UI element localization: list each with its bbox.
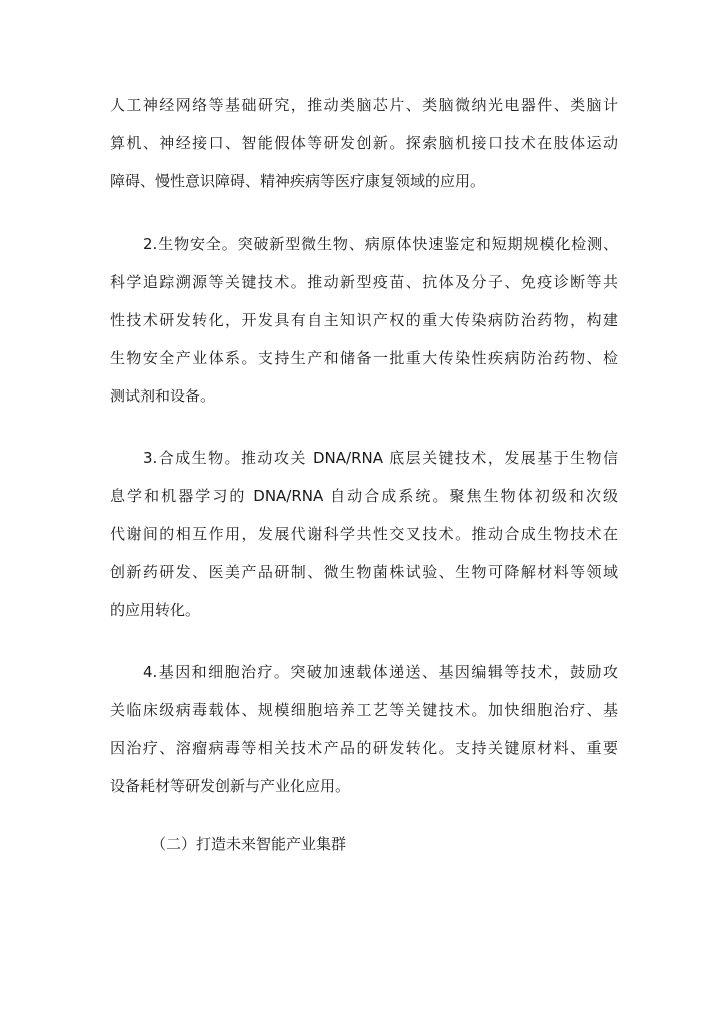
text-line: 2.生物安全。突破新型微生物、病原体快速鉴定和短期规模化检测、 — [143, 235, 618, 253]
text-line: 障碍、慢性意识障碍、精神疾病等医疗康复领域的应用。 — [110, 172, 486, 190]
text-line: 测试剂和设备。 — [110, 387, 216, 405]
text-line: 人工神经网络等基础研究，推动类脑芯片、类脑微纳光电器件、类脑计 — [110, 96, 618, 114]
text-line: 4.基因和细胞治疗。突破加速载体递送、基因编辑等技术，鼓励攻 — [143, 663, 618, 681]
section-heading: （二）打造未来智能产业集群 — [151, 835, 347, 853]
text-line: 的应用转化。 — [110, 601, 201, 619]
text-line: 生物安全产业体系。支持生产和储备一批重大传染性疾病防治药物、检 — [110, 349, 618, 367]
text-line: 算机、神经接口、智能假体等研发创新。探索脑机接口技术在肢体运动 — [110, 134, 618, 152]
text-line: 因治疗、溶瘤病毒等相关技术产品的研发转化。支持关键原材料、重要 — [110, 739, 618, 757]
text-line: 代谢间的相互作用，发展代谢科学共性交叉技术。推动合成生物技术在 — [110, 525, 618, 543]
text-line: 科学追踪溯源等关键技术。推动新型疫苗、抗体及分子、免疫诊断等共 — [110, 273, 618, 291]
text-line: 设备耗材等研发创新与产业化应用。 — [110, 777, 351, 795]
text-line: 息学和机器学习的 DNA/RNA 自动合成系统。聚焦生物体初级和次级 — [110, 487, 618, 505]
text-line: 关临床级病毒载体、规模细胞培养工艺等关键技术。加快细胞治疗、基 — [110, 701, 618, 719]
text-line: 3.合成生物。推动攻关 DNA/RNA 底层关键技术，发展基于生物信 — [143, 449, 618, 467]
text-line: 创新药研发、医美产品研制、微生物菌株试验、生物可降解材料等领域 — [110, 563, 618, 581]
text-line: 性技术研发转化，开发具有自主知识产权的重大传染病防治药物，构建 — [110, 311, 618, 329]
